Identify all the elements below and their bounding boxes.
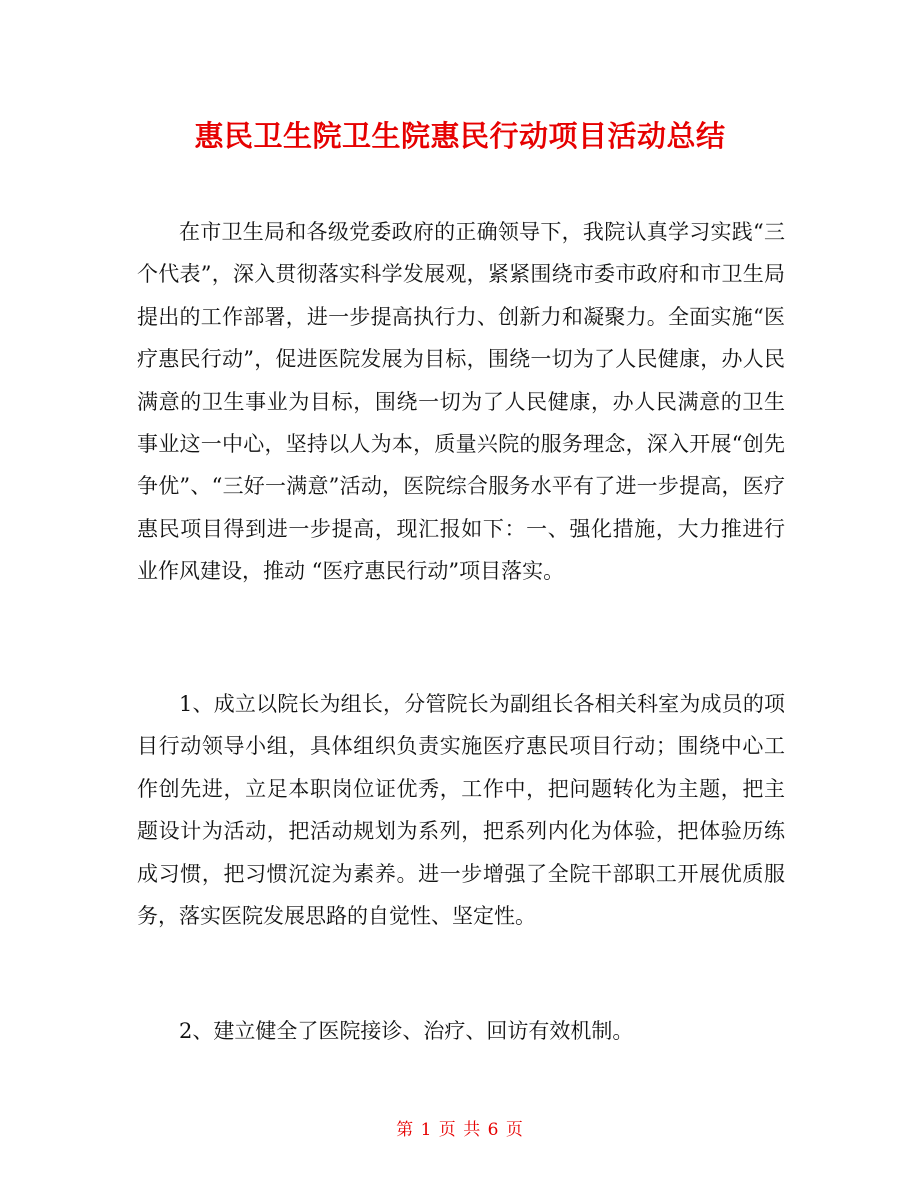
- page-number-footer: 第 1 页 共 6 页: [396, 1120, 524, 1140]
- body-paragraph-3: 2、建立健全了医院接诊、治疗、回访有效机制。: [179, 1019, 634, 1043]
- body-paragraph-2: 1、成立以院长为组长，分管院长为副组长各相关科室为成员的项目行动领导小组，具体组织负责实施医疗惠民项目行动；围绕中心工作创先进，立足本职岗位证优秀，工作中，把问题转化为主题，把主题设计为活动，把活动规划为系列，把系列内化为体验，把体验历练成习惯，把习惯沉淀为素养。进一步增强了全院干部职工开展优质服务，落实医院发展思路的自觉性、坚定性。: [137, 692, 785, 929]
- body-paragraph-1: 在市卫生局和各级党委政府的正确领导下，我院认真学习实践“三个代表”，深入贯彻落实科学发展观，紧紧围绕市委市政府和市卫生局提出的工作部署，进一步提高执行力、创新力和凝聚力。全面实施“医疗惠民行动”，促进医院发展为目标，围绕一切为了人民健康，办人民满意的卫生事业为目标，围绕一切为了人民健康，办人民满意的卫生事业这一中心，坚持以人为本，质量兴院的服务理念，深入开展“创先争优”、“三好一满意”活动，医院综合服务水平有了进一步提高，医疗惠民项目得到进一步提高，现汇报如下：一、强化措施，大力推进行业作风建设，推动 “医疗惠民行动”项目落实。: [137, 220, 785, 584]
- document-title: 惠民卫生院卫生院惠民行动项目活动总结: [194, 119, 726, 153]
